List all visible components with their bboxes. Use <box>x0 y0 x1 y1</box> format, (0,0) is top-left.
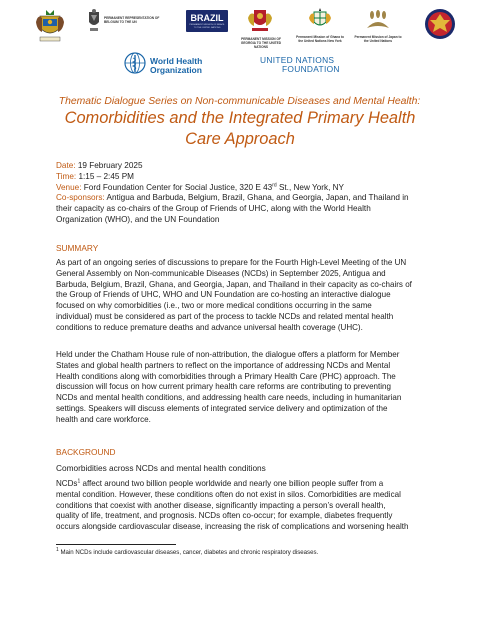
who-logo-text <box>150 57 202 75</box>
background-p1-line: conditions that coexist with another disease, significantly impacting a person’s overall health, <box>56 500 386 510</box>
who-logo-line2: Organization <box>150 65 202 75</box>
time-row <box>56 172 426 183</box>
footnote-1 <box>56 546 319 556</box>
footnote-marker: 1 <box>56 546 59 553</box>
event-details <box>56 161 426 226</box>
summary-p1-line: Barbuda, Belgium, Brazil, Ghana, and Georgia, Japan, and Thailand in their capacity as co-chairs of <box>56 279 412 289</box>
footnote-ref-1[interactable]: 1 <box>77 478 81 485</box>
cosponsors-row <box>56 193 426 204</box>
cosponsors-line-1: Antigua and Barbuda, Belgium, Brazil, Ghana, and Georgia, Japan, and Thailand in <box>106 193 409 203</box>
cosponsors-line-3: Organization (WHO), and the UN Foundation <box>56 214 220 224</box>
belgium-crest-icon <box>86 8 102 34</box>
cosponsors-line-2: their capacity as co-chairs of the Group of Friends of UHC, along with the World Health <box>56 204 371 214</box>
who-logo-line1: World Health <box>150 56 203 66</box>
unf-logo-line1: UNITED NATIONS <box>260 55 335 65</box>
summary-paragraph-1 <box>56 258 426 334</box>
summary-p2-line: States and global health partners to reflect on the importance of addressing NCDs and Mental <box>56 360 391 370</box>
background-heading: BACKGROUND <box>56 447 116 457</box>
background-subheading: Comorbidities across NCDs and mental health conditions <box>56 463 266 473</box>
time-value: 1:15 – 2:45 PM <box>78 171 134 181</box>
date-value: 19 February 2025 <box>77 161 143 170</box>
summary-p2-line: discussion will focus on how current primary health care reforms are contributing to preventing <box>56 382 391 392</box>
antigua-coat-of-arms-icon <box>34 8 66 44</box>
ghana-mission-label: Permanent Mission of Ghana to the United Nations New York <box>296 35 344 43</box>
venue-value-post: St., New York, NY <box>278 182 345 192</box>
document-title <box>40 108 440 150</box>
georgia-coat-of-arms-icon <box>246 8 274 34</box>
summary-paragraph-2 <box>56 350 426 426</box>
title-line-1: Comorbidities and the Integrated Primary Health <box>64 109 416 127</box>
cosponsors-label: Co-sponsors: <box>56 193 105 203</box>
ncds-word: NCDs <box>56 479 78 488</box>
japan-paulownia-crest-icon <box>364 8 392 32</box>
venue-value-pre: Ford Foundation Center for Social Justice, 320 E 43 <box>83 182 273 192</box>
summary-p2-line: Health conditions along with comorbidities through a Primary Health Care (PHC) approach. The <box>56 371 396 381</box>
un-foundation-logo-text <box>260 56 340 74</box>
summary-p1-line: the Group of Friends of UHC, WHO and UN Foundation are co-hosting an interactive dialogue <box>56 290 391 300</box>
georgia-mission-label: PERMANENT MISSION OF GEORGIA TO THE UNITED NATIONS <box>240 37 282 49</box>
date-row <box>56 161 426 172</box>
summary-p1-line: individual) must be considered as part of the process to tackle NCDs and related mental health <box>56 311 394 321</box>
venue-superscript: rd <box>272 181 277 188</box>
brazil-logo-text: BRAZIL <box>190 13 224 23</box>
background-p1-line: quality of life, treatment, and prognosis. NCDs often co-occur; for example, diabetes frequently <box>56 511 393 521</box>
belgium-mission-label: PERMANENT REPRESENTATION OF BELGIUM TO THE UN <box>104 16 160 24</box>
venue-row <box>56 183 426 194</box>
summary-p2-line: Held under the Chatham House rule of non-attribution, the dialogue offers a platform for Member <box>56 350 400 359</box>
background-paragraph-1 <box>56 479 426 533</box>
summary-heading: SUMMARY <box>56 243 99 253</box>
sponsor-logos-row <box>34 8 454 49</box>
background-p1-line: occurs alongside cardiovascular disease, increasing the risk of complications and worsening health <box>56 522 409 532</box>
who-emblem-icon <box>124 52 146 74</box>
brazil-mission-logo <box>186 10 228 32</box>
background-p1-first-rest: affect around two billion people worldwide and nearly one billion people suffer from a <box>80 479 384 488</box>
footnote-divider <box>56 544 176 545</box>
background-p1-line: mental condition. However, these conditions often do not exist in silos. Comorbidities are medical <box>56 489 401 499</box>
summary-p2-line: NCDs and mental health conditions, and addressing health care needs, including in humanitarian <box>56 393 402 403</box>
unf-logo-line2: FOUNDATION <box>282 64 340 74</box>
footnote-text: Main NCDs include cardiovascular diseases, cancer, diabetes and chronic respiratory diseases. <box>58 549 319 556</box>
venue-label: Venue: <box>56 182 82 192</box>
title-line-2: Care Approach <box>185 130 295 148</box>
summary-p1-line: As part of an ongoing series of discussions to prepare for the Fourth High-Level Meeting of the UN <box>56 258 407 267</box>
summary-p1-line: focused on why comorbidities (i.e., two or more medical conditions occurring in the same <box>56 301 372 311</box>
series-subtitle: Thematic Dialogue Series on Non-communicable Diseases and Mental Health: <box>58 96 421 107</box>
brazil-logo-subtext: PERMANENT MISSION OF BRAZIL TO THE UNITED NATIONS <box>189 24 225 29</box>
summary-p2-line: health and care workforce. <box>56 414 151 424</box>
background-p1-first-line <box>56 479 426 490</box>
date-label: Date: <box>56 161 76 170</box>
summary-p2-line: settings. Speakers will discuss elements of integrated service delivery and optimization of the <box>56 403 388 413</box>
thailand-garuda-emblem-icon <box>424 6 456 42</box>
summary-p1-line: General Assembly on Non-communicable Diseases (NCDs) in September 2025, Antigua and <box>56 268 386 278</box>
ghana-coat-of-arms-icon <box>308 8 332 32</box>
time-label: Time: <box>56 171 77 181</box>
japan-mission-label: Permanent Mission of Japan to the United Nations <box>354 35 402 43</box>
summary-p1-line: conditions to reduce premature deaths and advance universal health coverage (UHC). <box>56 322 363 332</box>
